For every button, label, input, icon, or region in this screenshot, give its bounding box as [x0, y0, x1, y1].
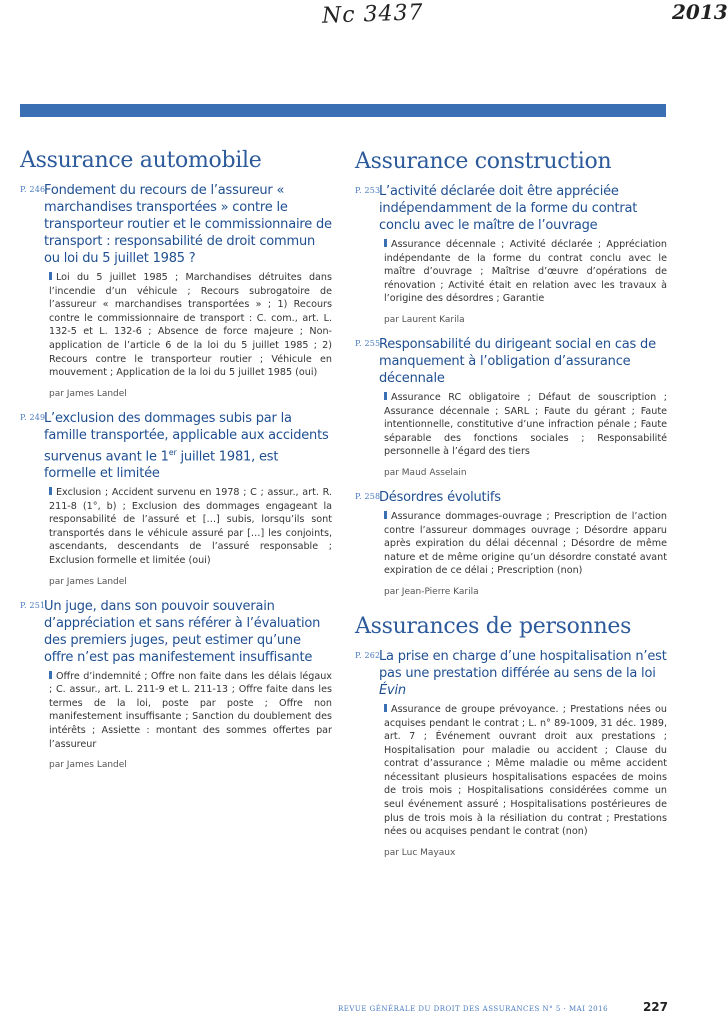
article-title: Un juge, dans son pouvoir souverain d’appréciation et sans référer à l’évaluation des premiers juges, peut estimer qu’une offre n’est pas manifestement insuffisante [44, 598, 321, 665]
article-keywords [44, 271, 332, 380]
handwritten-reference: Nc 3437 [321, 0, 424, 29]
footer-journal-name: REVUE GÉNÉRALE DU DROIT DES ASSURANCES N° 5 · MAI 2016 [338, 1005, 609, 1013]
title-part: juillet 1981, est formelle et limitée [44, 449, 279, 482]
article-title: Responsabilité du dirigeant social en cas de manquement à l’obligation d’assurance décennale [379, 336, 656, 386]
keywords-text: Assurance de groupe prévoyance. ; Prestations nées ou acquises pendant le contrat ; L. n° 89-1009, 31 déc. 1989, art. 7 ; Événement ouvrant droit aux prestations ; Hospitalisation pour maladie ou accident ; Clause du contrat d’assurance ; Même maladie ou même accident nécessitant plusieurs hospitalisations espacées de moins de trois mois ; Hospitalisations considérées comme un seul événement assuré ; Hospitalisations postérieures de plus de trois mois à la résiliation du contrat ; Prestations nées ou acquises pendant le contrat (non) [384, 703, 667, 838]
article-keywords [44, 486, 332, 568]
keywords-text: Offre d’indemnité ; Offre non faite dans les délais légaux ; C. assur., art. L. 211-9 et L. 211-13 ; Offre faite dans les termes de la loi, poste par poste ; Offre non manifestement insuffisante ; Sanction du doublement des intérêts ; Assiette : montant des sommes offertes par l’assureur [49, 670, 332, 750]
section-title-automobile: Assurance automobile [20, 148, 262, 173]
article-p255 [355, 336, 667, 479]
keywords-text: Assurance décennale ; Activité déclarée ; Appréciation indépendante de la forme du contrat conclu avec le maître d’ouvrage ; Maîtrise d’œuvre d’opérations de rénovation ; Activité était en relation avec les travaux à l’origine des désordres ; Garantie [384, 239, 667, 305]
article-title [379, 648, 667, 699]
page-ref: P. 262 [355, 650, 381, 660]
article-author: par Jean-Pierre Karila [384, 586, 479, 597]
keywords-text: Exclusion ; Accident survenu en 1978 ; C ; assur., art. R. 211-8 (1°, b) ; Exclusion des dommages engageant la responsabilité de l’assuré et […] subis, lorsqu’ils sont transportés dans le véhicule assuré par […] les conjoints, ascendants, descendants de l’assuré responsable ; Exclusion formelle et limitée (oui) [49, 487, 332, 567]
title-part: L’exclusion des dommages subis par la famille transportée, applicable aux accidents survenus avant le 1 [44, 410, 329, 465]
title-emphasis: Évin [379, 682, 406, 698]
keywords-text: Assurance RC obligatoire ; Défaut de souscription ; Assurance décennale ; SARL ; Faute du gérant ; Faute intentionnelle, constitutive d’une infraction pénale ; Faute séparable des fonctions sociales ; Responsabilité personnelle à l’égard des tiers [384, 391, 667, 458]
article-title [44, 410, 332, 482]
article-title: L’activité déclarée doit être appréciée indépendamment de la forme du contrat conclu avec le maître de l’ouvrage [379, 184, 638, 233]
keywords-text: Assurance dommages-ouvrage ; Prescription de l’action contre l’assureur dommages ouvrage ; Désordre apparu après expiration du délai décennal ; Désordre de même nature et de même origine qu’un désordre constaté avant expiration de ce délai ; Prescription (non) [384, 510, 667, 577]
article-p262 [355, 648, 667, 859]
article-author: par Maud Asselain [384, 467, 467, 478]
article-p251 [20, 598, 332, 772]
article-p246 [20, 182, 332, 400]
keywords-text: Loi du 5 juillet 1985 ; Marchandises détruites dans l’incendie d’un véhicule ; Recours subrogatoire de l’assureur « marchandises transportées » ; 1) Recours contre le commissionnaire de transport : C. com., art. L. 132-5 et L. 132-6 ; Absence de force majeure ; Non-application de l’article 6 de la loi du 5 juillet 1985 ; 2) Recours contre le transporteur routier ; Véhicule en mouvement ; Application de la loi du 5 juillet 1985 (oui) [49, 272, 332, 379]
article-p249 [20, 410, 332, 588]
keyword-bullet-icon [384, 239, 387, 247]
article-author: par James Landel [49, 388, 127, 399]
page-footer [338, 1000, 668, 1014]
keyword-bullet-icon [49, 671, 52, 679]
article-keywords [379, 391, 667, 459]
page-ref: P. 246 [20, 185, 46, 194]
keyword-bullet-icon [384, 704, 387, 712]
page-ref: P. 249 [20, 412, 46, 422]
handwritten-corner-mark: 2013 [672, 0, 728, 24]
footer-page-number: 227 [642, 1000, 668, 1014]
header-color-band [20, 104, 666, 117]
article-title: Désordres évolutifs [379, 489, 501, 505]
title-part: La prise en charge d’une hospitalisation n’est pas une prestation différée au sens de la loi [379, 648, 667, 681]
page-ref: P. 251 [20, 600, 46, 610]
article-author: par Luc Mayaux [384, 847, 456, 858]
page-ref: P. 255 [355, 338, 381, 348]
article-keywords [379, 238, 667, 306]
keyword-bullet-icon [49, 272, 52, 280]
section-title-personnes: Assurances de personnes [355, 613, 632, 639]
article-author: par Laurent Karila [384, 314, 465, 325]
article-keywords [44, 670, 332, 752]
article-author: par James Landel [49, 576, 127, 587]
article-keywords [379, 510, 667, 578]
keyword-bullet-icon [384, 511, 387, 519]
title-superscript: er [168, 447, 177, 457]
page-ref: P. 253 [355, 186, 381, 195]
left-column [20, 146, 332, 781]
right-column [355, 147, 667, 869]
section-title-construction: Assurance construction [355, 149, 612, 174]
page-ref: P. 258 [355, 491, 381, 501]
keyword-bullet-icon [49, 487, 52, 495]
article-p253 [355, 183, 667, 326]
article-keywords [379, 703, 667, 839]
article-p258 [355, 489, 667, 598]
article-author: par James Landel [49, 760, 127, 771]
keyword-bullet-icon [384, 392, 387, 400]
article-title: Fondement du recours de l’assureur « marchandises transportées » contre le transporteur routier et le commissionnaire de transport : responsabilité de droit commun ou loi du 5 juillet 1985 ? [44, 183, 332, 266]
